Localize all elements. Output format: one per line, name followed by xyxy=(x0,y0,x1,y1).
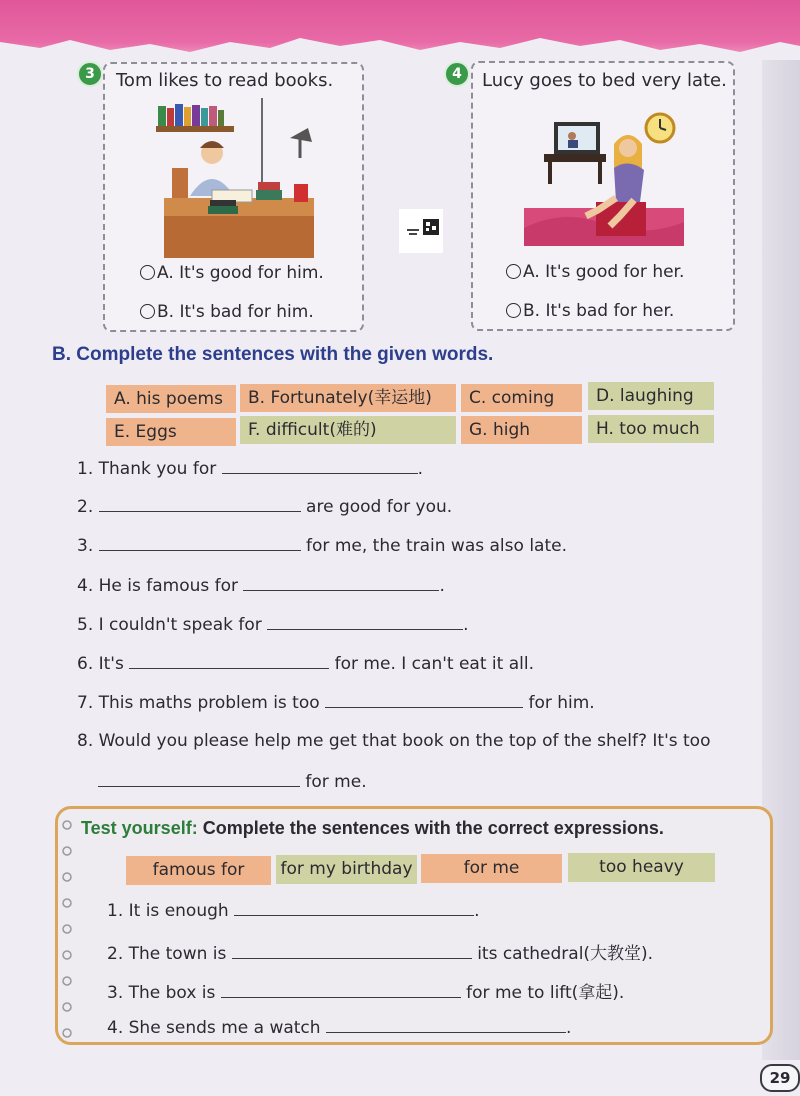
answer-blank[interactable] xyxy=(99,536,301,551)
ring-binder-icon xyxy=(60,898,74,908)
word-box: B. Fortunately(幸运地) xyxy=(240,384,456,412)
sentence-4: 4. He is famous for . xyxy=(77,576,445,596)
ring-binder-icon xyxy=(60,950,74,960)
page-number: 29 xyxy=(760,1064,800,1092)
answer-blank[interactable] xyxy=(267,615,463,630)
sentence-5: 5. I couldn't speak for . xyxy=(77,615,469,635)
answer-blank[interactable] xyxy=(222,459,418,474)
word-box: C. coming xyxy=(461,384,582,412)
expression-box: too heavy xyxy=(568,853,715,882)
radio-circle[interactable] xyxy=(140,265,155,280)
ring-binder-icon xyxy=(60,976,74,986)
item-number-badge: 4 xyxy=(444,61,470,87)
answer-blank[interactable] xyxy=(326,1018,566,1033)
ring-binder-icon xyxy=(60,820,74,830)
qr-code xyxy=(399,209,443,253)
radio-circle[interactable] xyxy=(506,264,521,279)
word-box: E. Eggs xyxy=(106,418,236,446)
word-box: G. high xyxy=(461,416,582,444)
girl-watching-tv-illustration xyxy=(524,98,684,246)
top-banner xyxy=(0,0,800,60)
expression-box: for my birthday xyxy=(276,855,417,884)
expression-box: famous for xyxy=(126,856,271,885)
section-b-title: B. Complete the sentences with the given words. xyxy=(52,344,494,365)
option-a[interactable]: A. It's good for her. xyxy=(506,262,684,282)
option-b[interactable]: B. It's bad for her. xyxy=(506,301,674,321)
sentence-6: 6. It's for me. I can't eat it all. xyxy=(77,654,534,674)
sentence-8: 8. Would you please help me get that book on the top of the shelf? It's too xyxy=(77,731,711,751)
answer-blank[interactable] xyxy=(234,901,474,916)
test-sentence-4: 4. She sends me a watch . xyxy=(107,1018,572,1038)
radio-circle[interactable] xyxy=(140,304,155,319)
option-b[interactable]: B. It's bad for him. xyxy=(140,302,314,322)
test-yourself-box xyxy=(55,806,773,1045)
expression-box: for me xyxy=(421,854,562,883)
answer-blank[interactable] xyxy=(325,693,523,708)
answer-blank[interactable] xyxy=(232,944,472,959)
radio-circle[interactable] xyxy=(506,303,521,318)
boy-reading-illustration xyxy=(150,98,320,258)
test-yourself-title: Test yourself: Complete the sentences with the correct expressions. xyxy=(81,818,664,838)
word-box: H. too much xyxy=(588,415,714,443)
word-box: F. difficult(难的) xyxy=(240,416,456,444)
picture-sentence: Lucy goes to bed very late. xyxy=(482,70,727,91)
sentence-7: 7. This maths problem is too for him. xyxy=(77,693,595,713)
test-sentence-3: 3. The box is for me to lift(拿起). xyxy=(107,983,625,1003)
sentence-1: 1. Thank you for . xyxy=(77,459,424,479)
answer-blank[interactable] xyxy=(243,576,439,591)
test-sentence-2: 2. The town is its cathedral(大教堂). xyxy=(107,944,654,964)
answer-blank[interactable] xyxy=(98,772,300,787)
option-a[interactable]: A. It's good for him. xyxy=(140,263,324,283)
picture-sentence: Tom likes to read books. xyxy=(116,70,334,91)
sentence-8-continued: for me. xyxy=(98,772,367,792)
ring-binder-icon xyxy=(60,1028,74,1038)
word-box: A. his poems xyxy=(106,385,236,413)
ring-binder-icon xyxy=(60,924,74,934)
ring-binder-icon xyxy=(60,846,74,856)
answer-blank[interactable] xyxy=(99,497,301,512)
ring-binder-icon xyxy=(60,1002,74,1012)
word-box: D. laughing xyxy=(588,382,714,410)
sentence-3: 3. for me, the train was also late. xyxy=(77,536,567,556)
answer-blank[interactable] xyxy=(129,654,329,669)
sentence-2: 2. are good for you. xyxy=(77,497,453,517)
item-number-badge: 3 xyxy=(77,61,103,87)
test-sentence-1: 1. It is enough . xyxy=(107,901,480,921)
ring-binder-icon xyxy=(60,872,74,882)
answer-blank[interactable] xyxy=(221,983,461,998)
